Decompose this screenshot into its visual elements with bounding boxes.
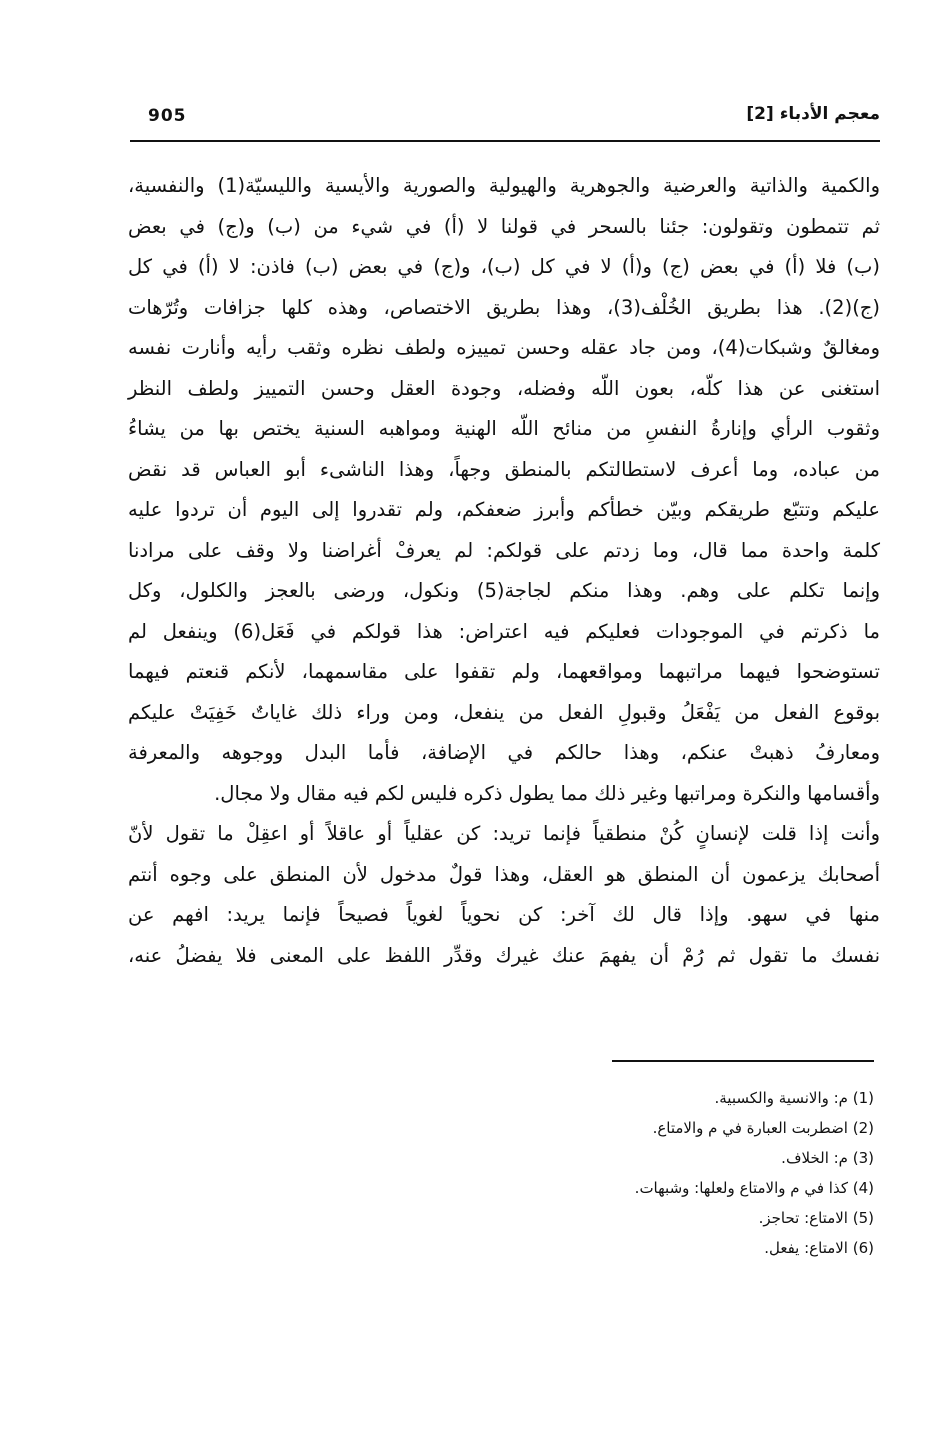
text-line: (ج)(2). هذا بطريق الخُلْف(3)، وهذا بطريق الاختصاص، وهذه كلها جزافات وتُرّهات (128, 295, 881, 319)
text-line: وأقسامها والنكرة ومراتبها وغير ذلك مما يطول ذكره فليس لكم فيه مقال ولا مجال. (214, 781, 880, 805)
footnote: (1) م: والانسية والكسبية. (714, 1089, 874, 1107)
running-head: معجم الأدباء [2] (746, 104, 880, 124)
text-line: استغنى عن هذا كلّه، بعون اللّه وفضله، وجودة العقل وحسن التمييز ولطف النظر (128, 376, 880, 400)
text-line: وإنما تكلم على وهم. وهذا منكم لجاجة(5) ونكول، ورضى بالعجز والكلول، وكل (128, 579, 880, 602)
text-line: (ب) فلا (أ) في بعض (ج) و(أ) لا في كل (ب)، و(ج) في بعض (ب) فاذن: لا (أ) في كل (128, 255, 880, 278)
text-line: ما ذكرتم في الموجودات فعليكم فيه اعتراض: هذا قولكم في فَعَل(6) وينفعل لم (128, 619, 880, 643)
footnote: (3) م: الخلاف. (781, 1149, 874, 1167)
text-line: ثم تتمطون وتقولون: جئنا بالسحر في قولنا لا (أ) في شيء من (ب) و(ج) في بعض (128, 214, 880, 238)
text-line: عليكم وتتبّع طريقكم وبيّن خطأكم وأبرز ضعفكم، ولم تقدروا إلى اليوم أن تردوا عليه (128, 498, 880, 521)
text-line: من عباده، وما أعرف لاستطالتكم بالمنطق وجهاً، وهذا الناشىء أبو العباس قد نقض (128, 457, 880, 481)
footnote-separator (612, 1060, 874, 1062)
text-line: بوقوع الفعل من يَفْعَلُ وقبولِ الفعل من ينفعل، ومن وراء ذلك غاياتٌ خَفِيَتْ عليكم (128, 700, 880, 724)
header-rule (130, 140, 880, 142)
footnote: (6) الامتاع: يفعل. (764, 1239, 874, 1257)
footnotes (454, 1083, 874, 1263)
text-line: تستوضحوا فيهما مراتبهما ومواقعهما، ولم تقفوا على مقاسمهما، لأنكم قنعتم فيهما (128, 660, 880, 683)
text-line: وأنت إذا قلت لإنسانٍ كُنْ منطقياً فإنما تريد: كن عقلياً أو عاقلاً أو اعقِلْ ما تقول لأنّ (128, 822, 880, 845)
main-text (128, 166, 880, 976)
text-line: كلمة واحدة مما قال، وما زدتم على قولكم: لم يعرفْ أغراضنا ولا وقف على مرادنا (128, 538, 880, 562)
text-line: وثقوب الرأي وإنارةُ النفسِ من منائح اللّه الهنية ومواهبه السنية يختص بها من يشاءُ (128, 417, 880, 440)
footnote: (2) اضطربت العبارة في م والامتاع. (652, 1119, 874, 1137)
page-number: 905 (148, 106, 187, 126)
footnote: (4) كذا في م والامتاع ولعلها: وشبهات. (634, 1179, 874, 1197)
text-line: ومعارفُ ذهبتْ عنكم، وهذا حالكم في الإضافة، فأما البدل ووجوهه والمعرفة (128, 741, 880, 764)
text-line: منها في سهو. وإذا قال لك آخر: كن نحوياً لغوياً فصيحاً فإنما يريد: افهم عن (128, 903, 880, 926)
text-line: ومغالقٌ وشبكات(4)، ومن جاد عقله وحسن تمييزه ولطف نظره وثقب رأيه وأنارت نفسه (128, 336, 880, 359)
text-line: أصحابك يزعمون أن المنطق هو العقل، وهذا قولٌ مدخول لأن المنطق على وجوه أنتم (128, 862, 880, 886)
footnote: (5) الامتاع: تحاجز. (758, 1209, 874, 1227)
text-line: والكمية والذاتية والعرضية والجوهرية والهيولية والصورية والأيسية والليسيّة(1) والنفسية، (128, 174, 880, 197)
text-line: نفسك ما تقول ثم رُمْ أن يفهمَ عنك غيرك وقدِّر اللفظ على المعنى فلا يفضلُ عنه، (128, 943, 880, 967)
page-header (130, 96, 880, 142)
